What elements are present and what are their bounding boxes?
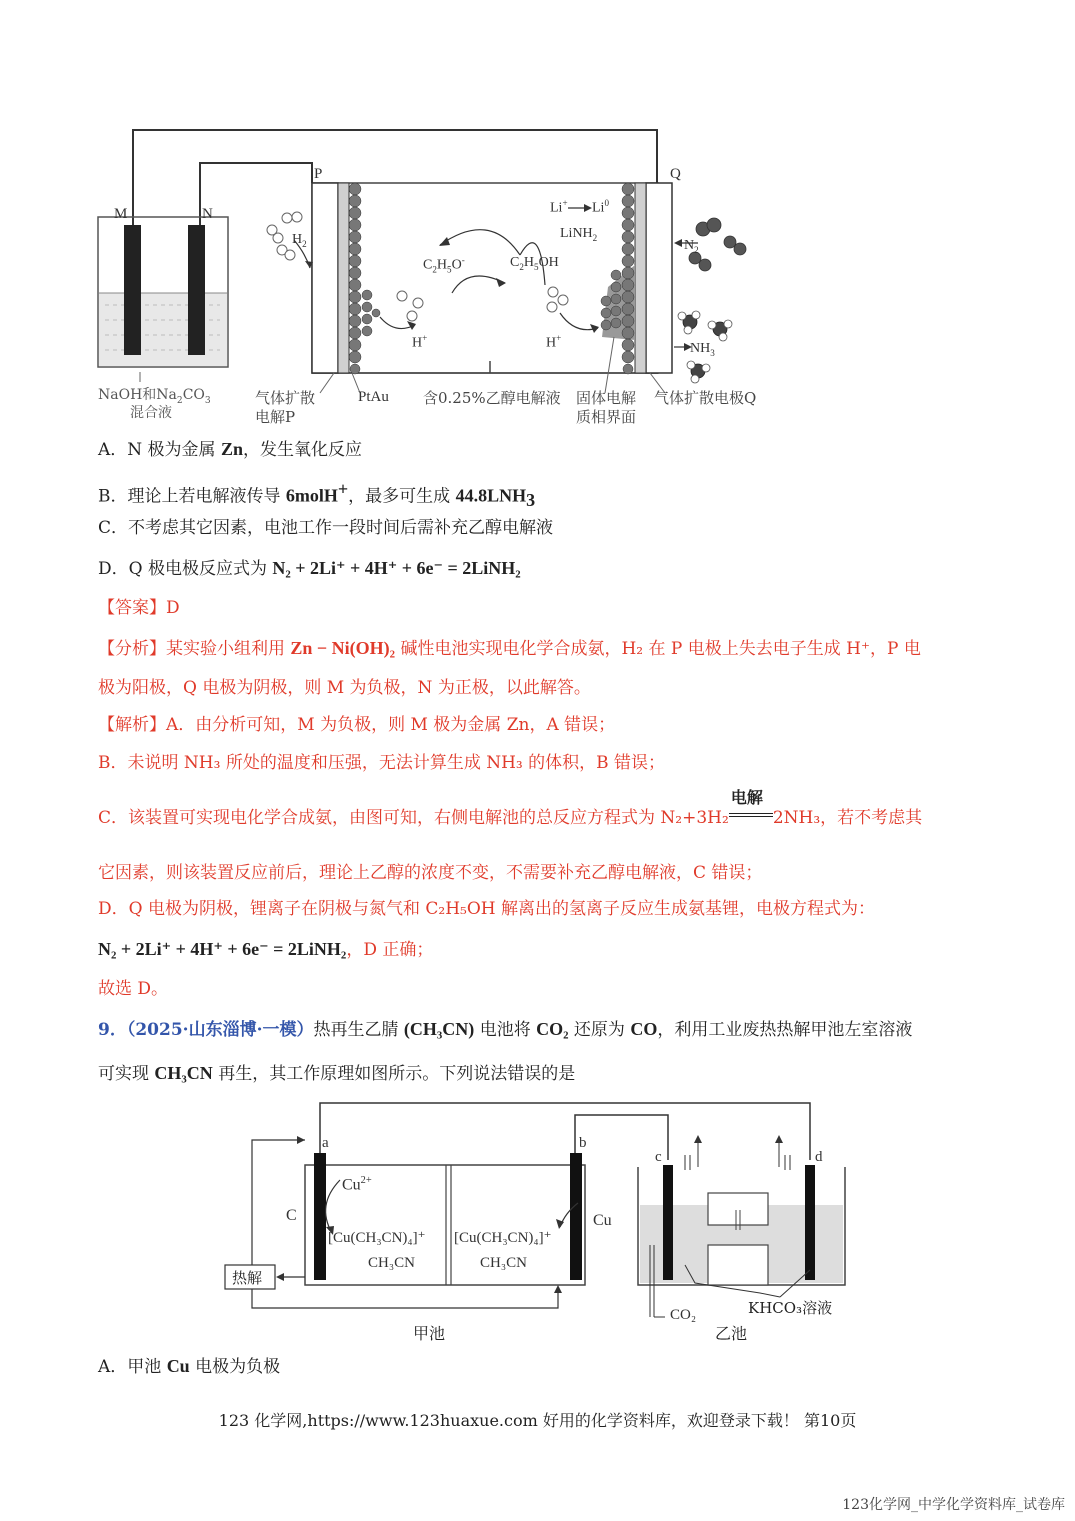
label-linh2: LiNH$_2$ — [560, 226, 598, 243]
label-khco3: KHCO₃溶液 — [748, 1299, 833, 1317]
question-9-line-1: 9．（2025·山东淄博·一模）热再生乙腈 (CH₃CN) 电池将 CO₂ 还原为 CO，利用工业废热热解甲池左室溶液 — [98, 1019, 913, 1040]
label-electrolyte: 含0.25%乙醇电解液 — [423, 389, 561, 407]
question-9-line-2: 可实现 CH₃CN 再生，其工作原理如图所示。下列说法错误的是 — [98, 1063, 576, 1084]
label-h2: $H_2$ — [292, 232, 307, 249]
page-footer: 123 化学网,https://www.123huaxue.com 好用的化学资料库，欢迎登录下载！ 第10页 — [218, 1411, 857, 1430]
label-cu2plus: $Cu^{2+}$ — [342, 1175, 372, 1194]
label-hplus-left: H+ — [412, 333, 428, 351]
explain-c-1: C．该装置可实现电化学合成氨，由图可知，右侧电解池的总反应方程式为 N₂+3H₂ 电解 2NH₃，若不考虑其 — [98, 788, 923, 828]
label-ch3cn-right: CH₃CN — [480, 1255, 527, 1271]
label-complex-right: [Cu(CH₃CN)₄]⁺ — [454, 1230, 552, 1246]
explain-a: 【解析】A．由分析可知，M 为负极，则 M 极为金属 Zn，A 错误； — [98, 715, 616, 735]
label-li-plus: Li+ — [550, 198, 568, 216]
label-nh3: $NH_3$ — [690, 341, 715, 358]
electrochem-diagram-1 — [90, 125, 790, 430]
option-a: A．N 极为金属 Zn，发生氧化反应 — [98, 439, 362, 460]
label-d: d — [815, 1149, 823, 1165]
condition-electrolysis: 电解 — [730, 788, 763, 807]
label-hplus-right: H+ — [546, 333, 562, 351]
label-beaker-mixture: 混合液 — [130, 405, 172, 421]
label-M: M — [114, 206, 128, 222]
explain-b: B．未说明 NH₃ 所处的温度和压强，无法计算生成 NH₃ 的体积，B 错误； — [98, 753, 666, 773]
label-thermal: 热解 — [232, 1269, 263, 1287]
label-yi-pool: 乙池 — [715, 1324, 748, 1343]
label-ptau: PtAu — [358, 389, 389, 405]
option-c: C．不考虑其它因素，电池工作一段时间后需补充乙醇电解液 — [98, 518, 554, 538]
answer-line: 【答案】D — [98, 598, 180, 618]
analysis-line-1: 【分析】某实验小组利用 Zn − Ni(OH)₂ 碱性电池实现电化学合成氨，H₂ 在 P 电极上失去电子生成 H⁺，P 电 — [98, 638, 921, 659]
electrochem-diagram-2 — [220, 1095, 860, 1345]
label-li0: Li$^0$ — [592, 198, 609, 216]
label-co2: CO₂ — [670, 1307, 697, 1323]
label-sei-2: 质相界面 — [576, 408, 637, 426]
label-c: c — [655, 1149, 662, 1165]
label-beaker-solution: NaOH和$Na_2CO_3$ — [98, 387, 211, 406]
label-b: b — [579, 1135, 587, 1151]
label-cu: Cu — [593, 1212, 612, 1229]
electrode-M — [124, 225, 141, 355]
watermark: 123化学网_中学化学资料库_试卷库 — [842, 1497, 1065, 1513]
option-b: B．理论上若电解液传导 6molH+，最多可生成 $44.8LNH_3$ — [98, 479, 536, 511]
explain-d-1: D．Q 电极为阴极，锂离子在阴极与氮气和 C₂H₅OH 解离出的氢离子反应生成氨基锂，电极方程式为： — [98, 899, 876, 919]
conclusion: 故选 D。 — [98, 979, 169, 999]
option-d: D．Q 极电极反应式为 N₂ + 2Li⁺ + 4H⁺ + 6e⁻ = 2LiNH₂ — [98, 558, 521, 579]
label-complex-left: [Cu(CH₃CN)₄]⁺ — [328, 1230, 426, 1246]
label-jia-pool: 甲池 — [413, 1324, 446, 1343]
label-gas-diffusion-p-2: 电解P — [255, 408, 296, 426]
label-Q: Q — [670, 166, 681, 182]
label-C: C — [286, 1207, 297, 1224]
label-c2h5oh: $C_2H_5OH$ — [510, 255, 559, 272]
label-ch3cn-left: CH₃CN — [368, 1255, 415, 1271]
label-c2h5o-minus: $C_2H_5O^-$ — [423, 255, 465, 275]
label-a: a — [322, 1135, 329, 1151]
electrode-N — [188, 225, 205, 355]
label-P: P — [314, 166, 323, 182]
label-gas-diffusion-q: 气体扩散电极Q — [654, 389, 757, 407]
analysis-line-2: 极为阳极，Q 电极为阴极，则 M 为负极，N 为正极，以此解答。 — [98, 678, 591, 698]
label-sei-1: 固体电解 — [576, 389, 637, 407]
explain-c-2: 它因素，则该装置反应前后，理论上乙醇的浓度不变，不需要补充乙醇电解液，C 错误； — [98, 863, 763, 883]
question-9-option-a: A．甲池 Cu 电极为负极 — [98, 1356, 281, 1377]
label-n2: $N_2$ — [684, 238, 699, 255]
label-gas-diffusion-p-1: 气体扩散 — [255, 389, 316, 407]
label-N: N — [202, 206, 213, 222]
explain-d-2: N₂ + 2Li⁺ + 4H⁺ + 6e⁻ = 2LiNH₂，D 正确； — [98, 939, 434, 960]
